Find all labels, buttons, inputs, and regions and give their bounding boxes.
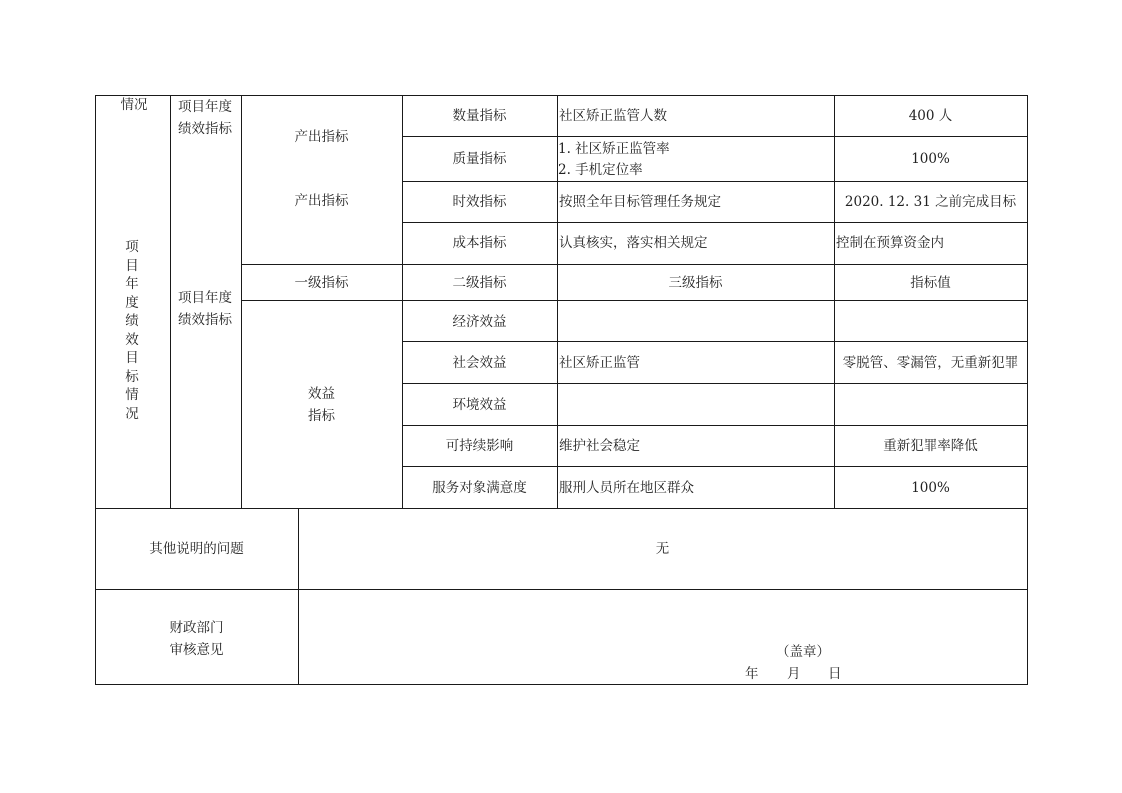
level2-cell: 环境效益 (452, 397, 507, 413)
row-divider (95, 589, 1028, 590)
other-issues-label: 其他说明的问题 (149, 541, 244, 557)
benefit-indicator-label-line1: 效益 (308, 386, 335, 402)
col-divider (170, 95, 171, 508)
row-divider (402, 466, 1028, 467)
level3-cell: 按照全年目标管理任务规定 (559, 194, 721, 210)
level2-cell: 时效指标 (452, 194, 507, 210)
col2-top-label-line1: 项目年度 (178, 99, 232, 115)
value-cell: 400 人 (908, 108, 953, 124)
value-cell: 100% (911, 480, 950, 496)
row-divider (402, 222, 1028, 223)
row-divider (402, 136, 1028, 137)
value-cell: 2020. 12. 31 之前完成目标 (844, 194, 1017, 210)
row-divider (241, 264, 1028, 265)
value-cell: 重新犯罪率降低 (883, 438, 978, 454)
date-year: 年 (745, 666, 759, 682)
date-day: 日 (828, 666, 842, 682)
left-col-vertical-label: 项 目 年 度 绩 效 目 标 情 况 (125, 239, 139, 422)
level3-cell: 服刑人员所在地区群众 (559, 480, 694, 496)
left-col-top-label: 情况 (120, 97, 148, 113)
level2-cell: 服务对象满意度 (432, 480, 527, 496)
col2-middle-label-line1: 项目年度 (178, 290, 232, 306)
header-level2: 二级指标 (452, 275, 507, 291)
level2-cell: 质量指标 (452, 151, 507, 167)
seal-label: （盖章） (776, 644, 830, 660)
date-month: 月 (787, 666, 801, 682)
level3-cell-line1: 1. 社区矫正监管率 (558, 141, 670, 157)
level3-cell-line2: 2. 手机定位率 (558, 162, 643, 178)
row-divider (402, 181, 1028, 182)
level2-cell: 经济效益 (452, 314, 507, 330)
col-divider (241, 95, 242, 508)
border-left (95, 95, 96, 685)
output-indicator-label: 产出指标 (294, 193, 349, 209)
level2-cell: 数量指标 (452, 108, 507, 124)
col2-top-label-line2: 绩效指标 (178, 121, 232, 137)
other-issues-value: 无 (655, 541, 670, 557)
finance-label-line1: 财政部门 (169, 620, 224, 636)
level3-cell: 认真核实，落实相关规定 (559, 235, 708, 251)
row-divider (241, 300, 1028, 301)
benefit-indicator-label-line2: 指标 (308, 408, 335, 424)
header-level1: 一级指标 (294, 275, 349, 291)
header-value: 指标值 (910, 275, 951, 291)
level3-cell: 维护社会稳定 (559, 438, 640, 454)
level2-cell: 社会效益 (452, 355, 507, 371)
border-right (1027, 95, 1028, 685)
row-divider (402, 341, 1028, 342)
col2-middle-label-line2: 绩效指标 (178, 312, 232, 328)
header-level3: 三级指标 (668, 275, 723, 291)
output-indicator-label: 产出指标 (294, 129, 349, 145)
value-cell: 100% (911, 151, 950, 167)
col-divider (298, 508, 299, 685)
row-divider (402, 383, 1028, 384)
level2-cell: 可持续影响 (445, 438, 514, 454)
level3-cell: 社区矫正监管人数 (559, 108, 667, 124)
finance-label-line2: 审核意见 (169, 642, 224, 658)
border-bottom (95, 684, 1028, 685)
row-divider (95, 508, 1028, 509)
value-cell: 控制在预算资金内 (836, 235, 944, 251)
level2-cell: 成本指标 (452, 235, 507, 251)
level3-cell: 社区矫正监管 (559, 355, 640, 371)
value-cell: 零脱管、零漏管，无重新犯罪 (842, 355, 1019, 371)
border-top (95, 95, 1028, 96)
row-divider (402, 425, 1028, 426)
